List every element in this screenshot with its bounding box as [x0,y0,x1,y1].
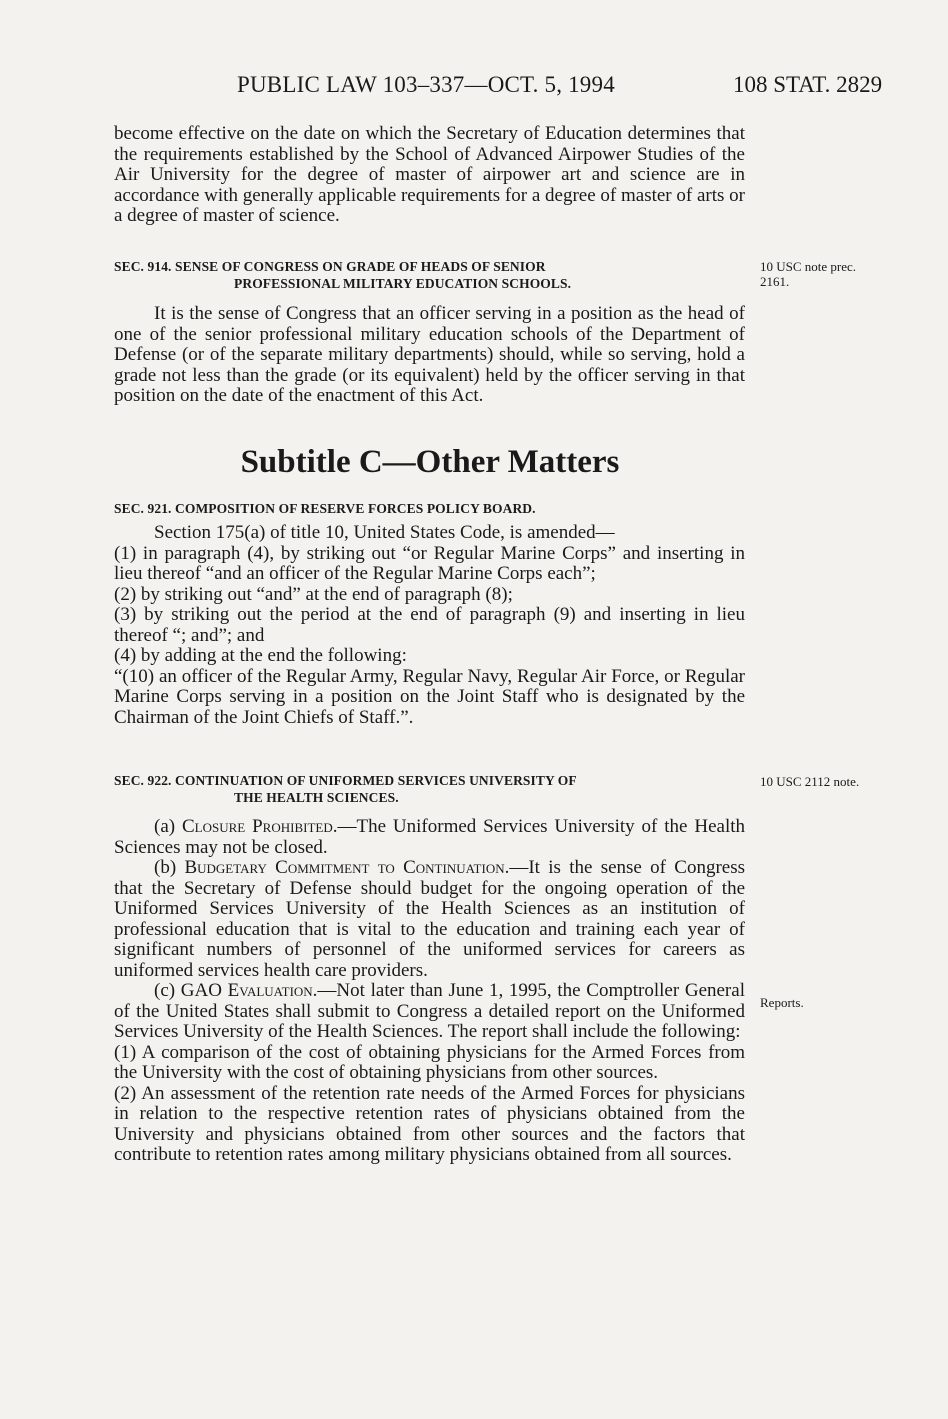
sec-914-body [114,304,745,407]
sec-921-item-1: (1) in paragraph (4), by striking out “or Regular Marine Corps” and inserting in lieu thereof “and an officer of the Regular Marine Corps each”; [114,542,745,584]
sec-922-c-text: —Not later than June 1, 1995, the Comptroller General of the United States shall submit to Congress a detailed report on the Uniformed Services University of the Health Sciences. The report shall include the following: [114,980,745,1042]
sec-922-b-label: (b) [154,857,185,878]
sec-921-quoted-paragraph: “(10) an officer of the Regular Army, Regular Navy, Regular Air Force, or Regular Marine Corps serving in a position on the Joint Staff who is designated by the Chairman of the Joint Chiefs of Staff.”. [114,665,745,728]
sec-922-a-text: —The Uniformed Services University of the Health Sciences may not be closed. [114,816,745,858]
continued-text: become effective on the date on which the Secretary of Education determines that the requirements established by the School of Advanced Airpower Studies of the Air University for the degree of master of airpower art and science are in accordance with generally applicable requirements for a degree of master of arts or a degree of master of science. [114,123,745,226]
sec-922-c-item-1: (1) A comparison of the cost of obtaining physicians for the Armed Forces from the University with the cost of obtaining physicians from other sources. [114,1041,745,1083]
sec-921-item-4: (4) by adding at the end the following: [114,645,407,666]
sec-922-heading [114,772,745,806]
sec-922-margin-note: 10 USC 2112 note. [760,774,860,789]
sec-922-heading-line2: THE HEALTH SCIENCES. [234,790,399,805]
sec-922-subsection-a [114,817,745,858]
top-paragraph [114,124,745,227]
header-stat-page: 108 STAT. 2829 [733,72,883,97]
sec-921-body [114,523,745,728]
sec-922-a-caption: Closure Prohibited. [181,816,338,837]
subtitle-heading: Subtitle C—Other Matters [240,444,620,480]
sec-922-c-label: (c) GAO [154,980,228,1001]
sec-922-b-text: —It is the sense of Congress that the Secretary of Defense should budget for the ongoing operation of the Uniformed Services University of the Health Sciences as an institution of professional education that is vital to the education and training each year of significant numbers of personnel of the uniformed services for careers as uniformed services health care providers. [114,857,745,981]
sec-922-subsection-c [114,981,745,1043]
sec-922-a-label: (a) [154,816,182,837]
sec-922-heading-line1: SEC. 922. CONTINUATION OF UNIFORMED SERVICES UNIVERSITY OF [114,773,577,788]
sec-922-c-caption: Evaluation. [227,980,318,1001]
sec-914-heading [114,258,745,292]
sec-922-c-item-2: (2) An assessment of the retention rate needs of the Armed Forces for physicians in relation to the respective retention rates of physicians obtained from the University and physicians obtained from other sources and the factors that contribute to retention rates among military physicians obtained from all sources. [114,1082,745,1165]
header-title: PUBLIC LAW 103–337—OCT. 5, 1994 [237,72,615,97]
sec-914-heading-line1: SEC. 914. SENSE OF CONGRESS ON GRADE OF HEADS OF SENIOR [114,259,546,274]
sec-921-heading-text: SEC. 921. COMPOSITION OF RESERVE FORCES POLICY BOARD. [114,501,536,516]
sec-921-intro: Section 175(a) of title 10, United States Code, is amended— [154,522,615,543]
sec-922-b-caption: Budgetary Commitment to Continuation. [184,857,510,878]
sec-914-heading-line2: PROFESSIONAL MILITARY EDUCATION SCHOOLS. [234,276,572,291]
sec-922-subsection-b [114,858,745,981]
sec-921-heading [114,500,745,517]
sec-922-body [114,817,745,1166]
sec-921-item-2: (2) by striking out “and” at the end of paragraph (8); [114,583,513,605]
sec-914-text: It is the sense of Congress that an officer serving in a position as the head of one of the senior professional military education schools of the Department of Defense (or of the separate military departments) should, while so serving, hold a grade not less than the grade (or its equivalent) held by the officer serving in that position on the date of the enactment of this Act. [114,303,745,406]
running-header [0,72,948,106]
sec-921-item-3: (3) by striking out the period at the end of paragraph (9) and inserting in lieu thereof “; and”; and [114,604,745,646]
sec-914-margin-note: 10 USC note prec. 2161. [760,259,857,289]
reports-margin-note: Reports. [760,995,804,1010]
